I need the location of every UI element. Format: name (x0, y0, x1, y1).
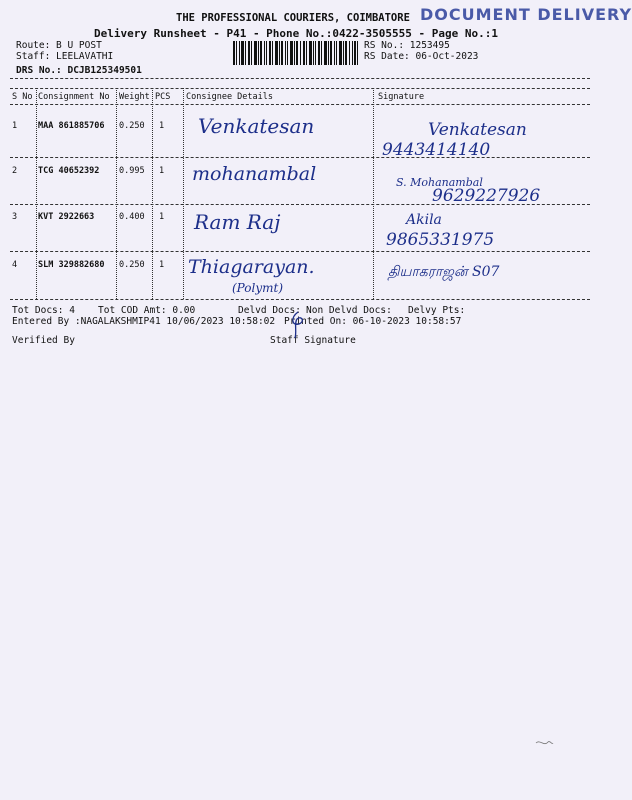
row1-signature: Venkatesan (428, 120, 527, 140)
divider (10, 104, 590, 105)
row4-consignment: SLM 329882680 (38, 260, 105, 270)
header-sno: S No (12, 92, 33, 102)
row3-signature: Akila (406, 212, 442, 228)
column-rule (373, 88, 374, 299)
row3-sno: 3 (12, 212, 18, 222)
column-rule (116, 88, 117, 299)
column-rule (152, 88, 153, 299)
non-delivered-docs: Non Delvd Docs: (306, 305, 392, 316)
staff-signature: Staff Signature (270, 335, 356, 346)
row4-signature: தியாகராஜன் S07 (388, 264, 500, 280)
delivery-points: Delvy Pts: (408, 305, 466, 316)
row4-pcs: 1 (159, 260, 165, 270)
company-name: THE PROFESSIONAL COURIERS, COIMBATORE (176, 12, 410, 24)
divider (10, 78, 590, 79)
row2-weight: 0.995 (119, 166, 145, 176)
document-delivery-stamp: DOCUMENT DELIVERY (420, 5, 632, 24)
barcode (233, 41, 358, 65)
row2-consignee: mohanambal (192, 163, 317, 185)
header-signature: Signature (378, 92, 425, 102)
row2-signature: S. Mohanambal (396, 176, 483, 189)
row3-pcs: 1 (159, 212, 165, 222)
row1-signature-phone: 9443414140 (382, 140, 491, 160)
row-divider (10, 251, 590, 252)
header-pcs: PCS (155, 92, 171, 102)
row1-weight: 0.250 (119, 121, 145, 131)
verified-by: Verified By (12, 335, 75, 346)
row1-consignment: MAA 861885706 (38, 121, 105, 131)
row2-consignment: TCG 40652392 (38, 166, 100, 176)
drs-number: DRS No.: DCJB125349501 (16, 65, 142, 76)
row3-consignee: Ram Raj (194, 210, 281, 234)
divider (10, 88, 590, 89)
staff-initials-signature (286, 310, 310, 340)
total-docs: Tot Docs: 4 (12, 305, 75, 316)
column-rule (36, 88, 37, 299)
row2-signature-phone: 9629227926 (432, 186, 541, 206)
rs-date: RS Date: 06-Oct-2023 (364, 51, 479, 62)
route: Route: B U POST (16, 40, 102, 51)
row2-sno: 2 (12, 166, 18, 176)
row2-pcs: 1 (159, 166, 165, 176)
runsheet-title: Delivery Runsheet - P41 - Phone No.:0422-3505555 - Page No.:1 (94, 27, 498, 40)
delivered-docs: Delvd Docs: (238, 305, 301, 316)
row4-weight: 0.250 (119, 260, 145, 270)
row-divider (10, 157, 590, 158)
row4-sno: 4 (12, 260, 18, 270)
header-consignment: Consignment No (38, 92, 110, 102)
row1-consignee: Venkatesan (198, 114, 315, 138)
total-cod-amount: Tot COD Amt: 0.00 (98, 305, 196, 316)
staff: Staff: LEELAVATHI (16, 51, 114, 62)
row4-consignee: Thiagarayan. (188, 256, 315, 278)
rs-number: RS No.: 1253495 (364, 40, 450, 51)
row1-pcs: 1 (159, 121, 165, 131)
header-consignee: Consignee Details (186, 92, 273, 102)
row3-consignment: KVT 2922663 (38, 212, 95, 222)
printed-on: Printed On: 06-10-2023 10:58:57 (284, 316, 462, 327)
row4-consignee-note: (Polymt) (232, 281, 283, 295)
header-weight: Weight (119, 92, 150, 102)
row1-sno: 1 (12, 121, 18, 131)
row3-weight: 0.400 (119, 212, 145, 222)
column-rule (183, 88, 184, 299)
entered-by: Entered By :NAGALAKSHMIP41 10/06/2023 10:58:02 (12, 316, 276, 327)
row3-signature-phone: 9865331975 (386, 230, 495, 250)
row-divider (10, 299, 590, 300)
scan-mark (534, 734, 554, 746)
